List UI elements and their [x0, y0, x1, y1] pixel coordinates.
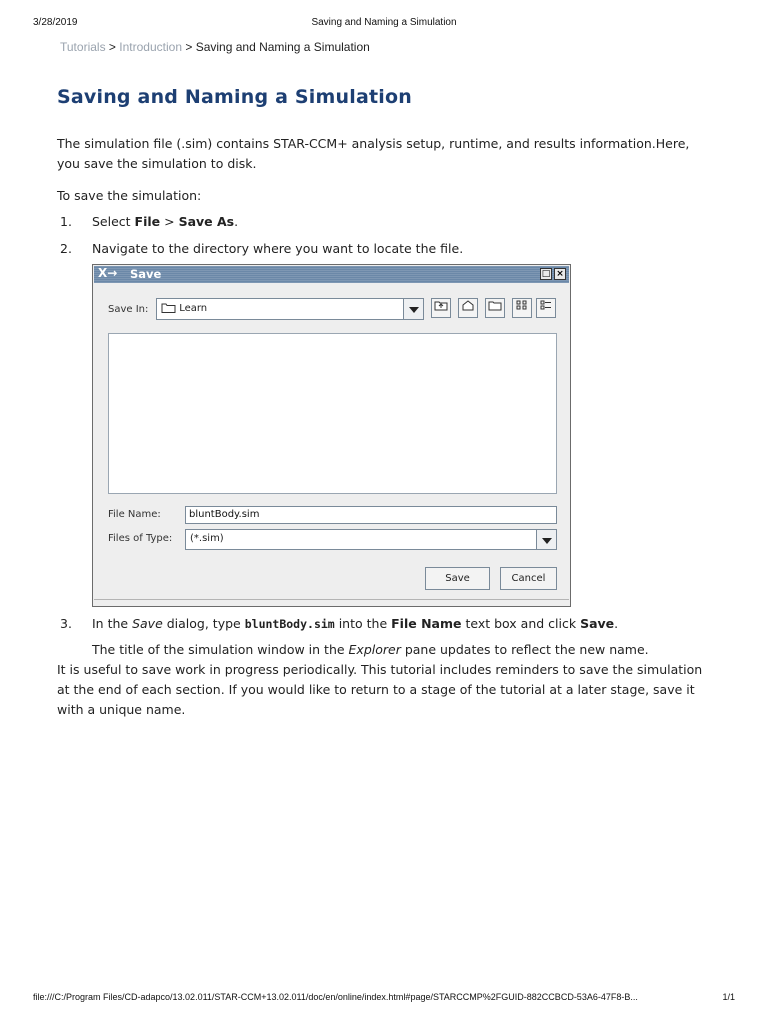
- files-of-type-label: Files of Type:: [108, 533, 173, 544]
- dialog-titlebar: [94, 266, 569, 283]
- code-filename: bluntBody.sim: [244, 617, 335, 631]
- intro-paragraph: [57, 134, 717, 174]
- dialog-title: Save: [130, 267, 162, 281]
- step-3-note: [92, 640, 649, 660]
- breadcrumb-separator: >: [185, 40, 193, 54]
- up-folder-icon[interactable]: [431, 298, 451, 318]
- dialog-name-save: Save: [132, 616, 163, 631]
- step-number: 2.: [60, 241, 72, 256]
- print-date: 3/28/2019: [33, 17, 78, 28]
- save-in-label: Save In:: [108, 304, 149, 315]
- step-text: .: [614, 616, 619, 631]
- new-folder-icon[interactable]: [485, 298, 505, 318]
- field-name-file-name: File Name: [391, 616, 462, 631]
- breadcrumb-current: Saving and Naming a Simulation: [195, 40, 370, 54]
- print-page-title: Saving and Naming a Simulation: [311, 17, 457, 28]
- file-name-input[interactable]: [185, 506, 557, 524]
- dialog-status-bar: [94, 599, 569, 605]
- closing-line-2: at the end of each section. If you would like to return to a stage of the tutorial at a later stage, save it: [57, 682, 695, 697]
- step-text: In the: [92, 616, 133, 631]
- breadcrumb: [60, 40, 370, 54]
- save-in-folder-name: Learn: [179, 303, 208, 314]
- file-list-pane[interactable]: [108, 333, 557, 494]
- pane-name-explorer: Explorer: [348, 642, 401, 657]
- close-icon[interactable]: ×: [554, 268, 566, 280]
- menu-file: File: [134, 214, 161, 229]
- step-number: 1.: [60, 214, 72, 229]
- page-title: Saving and Naming a Simulation: [57, 86, 412, 108]
- step-text: into the: [334, 616, 392, 631]
- details-view-icon[interactable]: [536, 298, 556, 318]
- print-page-number: 1/1: [722, 992, 735, 1002]
- step-1: [60, 212, 238, 232]
- file-name-label: File Name:: [108, 509, 161, 520]
- save-dialog: [92, 264, 571, 607]
- maximize-icon[interactable]: □: [541, 269, 551, 279]
- closing-line-3: with a unique name.: [57, 702, 186, 717]
- step-text: >: [160, 214, 179, 229]
- closing-line-1: It is useful to save work in progress periodically. This tutorial includes reminders to save the simulation: [57, 662, 703, 677]
- folder-icon: [161, 302, 176, 313]
- note-text: The title of the simulation window in the: [92, 642, 349, 657]
- home-icon[interactable]: [458, 298, 478, 318]
- files-of-type-value: (*.sim): [190, 533, 224, 544]
- save-button[interactable]: Save: [425, 567, 490, 590]
- java-app-icon: X→: [98, 266, 118, 280]
- step-3: [60, 614, 618, 634]
- intro-line-1: The simulation file (.sim) contains STAR-CCM+ analysis setup, runtime, and results information.Here,: [57, 136, 690, 151]
- chevron-down-icon[interactable]: [536, 530, 556, 549]
- file-name-value: bluntBody.sim: [189, 509, 260, 520]
- to-save-text: To save the simulation:: [57, 188, 202, 203]
- step-text: text box and click: [461, 616, 581, 631]
- list-view-icon[interactable]: [512, 298, 532, 318]
- note-text: pane updates to reflect the new name.: [400, 642, 649, 657]
- save-in-dropdown[interactable]: [156, 298, 424, 320]
- step-text: Select: [92, 214, 135, 229]
- step-2: [60, 239, 463, 259]
- breadcrumb-link-tutorials[interactable]: Tutorials: [60, 40, 106, 54]
- save-in-value: [161, 302, 207, 314]
- closing-paragraph: [57, 660, 717, 720]
- files-of-type-dropdown[interactable]: [185, 529, 557, 550]
- step-text: .: [234, 214, 239, 229]
- menu-save-as: Save As: [178, 214, 235, 229]
- chevron-down-icon[interactable]: [403, 299, 423, 319]
- breadcrumb-link-introduction[interactable]: Introduction: [119, 40, 182, 54]
- cancel-button[interactable]: Cancel: [500, 567, 557, 590]
- intro-line-2: you save the simulation to disk.: [57, 156, 257, 171]
- step-text: Navigate to the directory where you want to locate the file.: [92, 241, 464, 256]
- step-text: dialog, type: [162, 616, 245, 631]
- step-number: 3.: [60, 616, 72, 631]
- print-footer-url: file:///C:/Program Files/CD-adapco/13.02.011/STAR-CCM+13.02.011/doc/en/online/index.html#page/STARCCMP%2FGUID-882CCBCD-53A6-47F8-B...: [33, 992, 638, 1002]
- button-name-save: Save: [580, 616, 615, 631]
- breadcrumb-separator: >: [108, 40, 116, 54]
